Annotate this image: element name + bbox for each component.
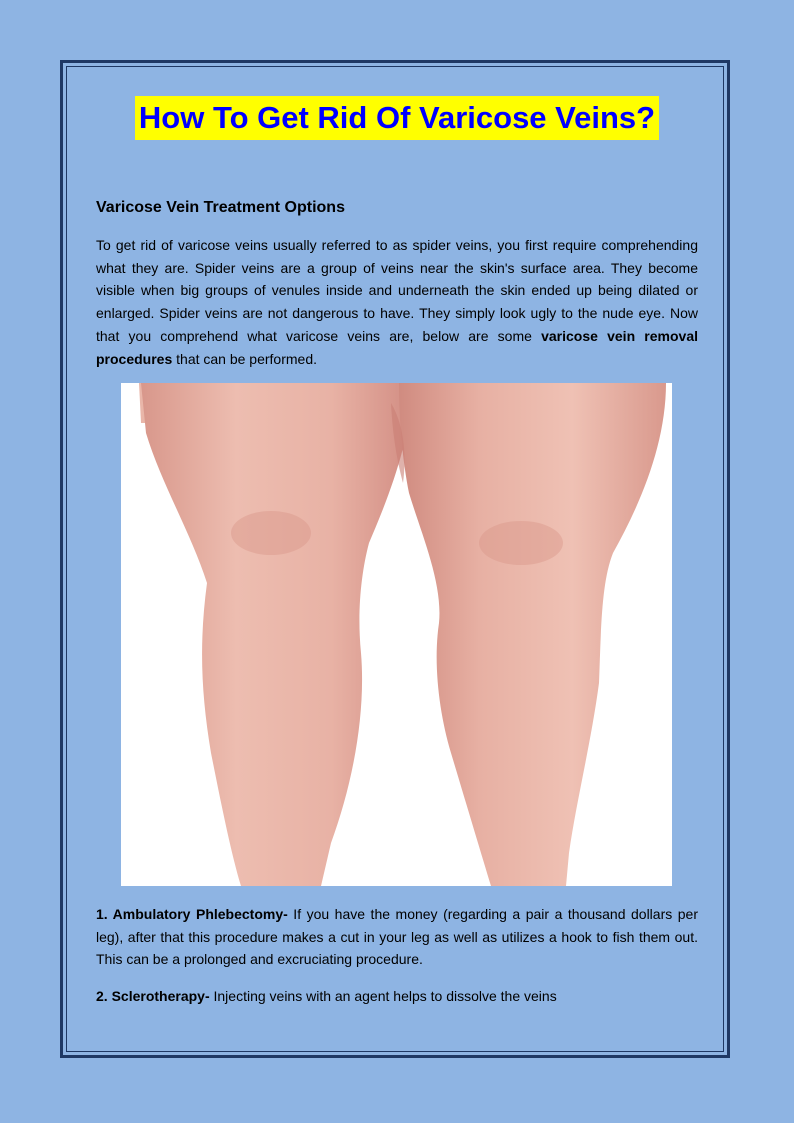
item-text: If you have the money (regarding a pair a thousand dollars per leg), after that this procedure makes a cut in your leg as well as utilizes a hook to fish them out. This can be a prolonged and excruciating procedure. — [96, 906, 698, 968]
item-label: 1. Ambulatory Phlebectomy- — [96, 906, 288, 922]
intro-tail-text: that can be performed. — [172, 350, 318, 367]
legs-photo — [121, 383, 672, 886]
list-item — [96, 985, 698, 1008]
page-title: How To Get Rid Of Varicose Veins? — [135, 96, 659, 140]
item-text: Injecting veins with an agent helps to dissolve the veins — [209, 988, 557, 1004]
item-label: 2. Sclerotherapy- — [96, 988, 210, 1004]
section-heading: Varicose Vein Treatment Options — [96, 199, 345, 216]
list-item — [96, 903, 698, 971]
legs-illustration — [121, 383, 672, 886]
intro-text: To get rid of varicose veins usually referred to as spider veins, you first require comprehending what they are. Spider veins are a group of veins near the skin's surface area. They become visible when big groups of venules inside and underneath the skin ended up being dilated or enlarged. Spider veins are not dangerous to have. They simply look ugly to the nude eye. Now that you comprehend what varicose veins are, below are some — [96, 237, 698, 344]
title-container — [0, 96, 794, 140]
intro-paragraph — [96, 234, 698, 370]
intro-bold-text: varicose vein removal procedures — [96, 327, 698, 367]
